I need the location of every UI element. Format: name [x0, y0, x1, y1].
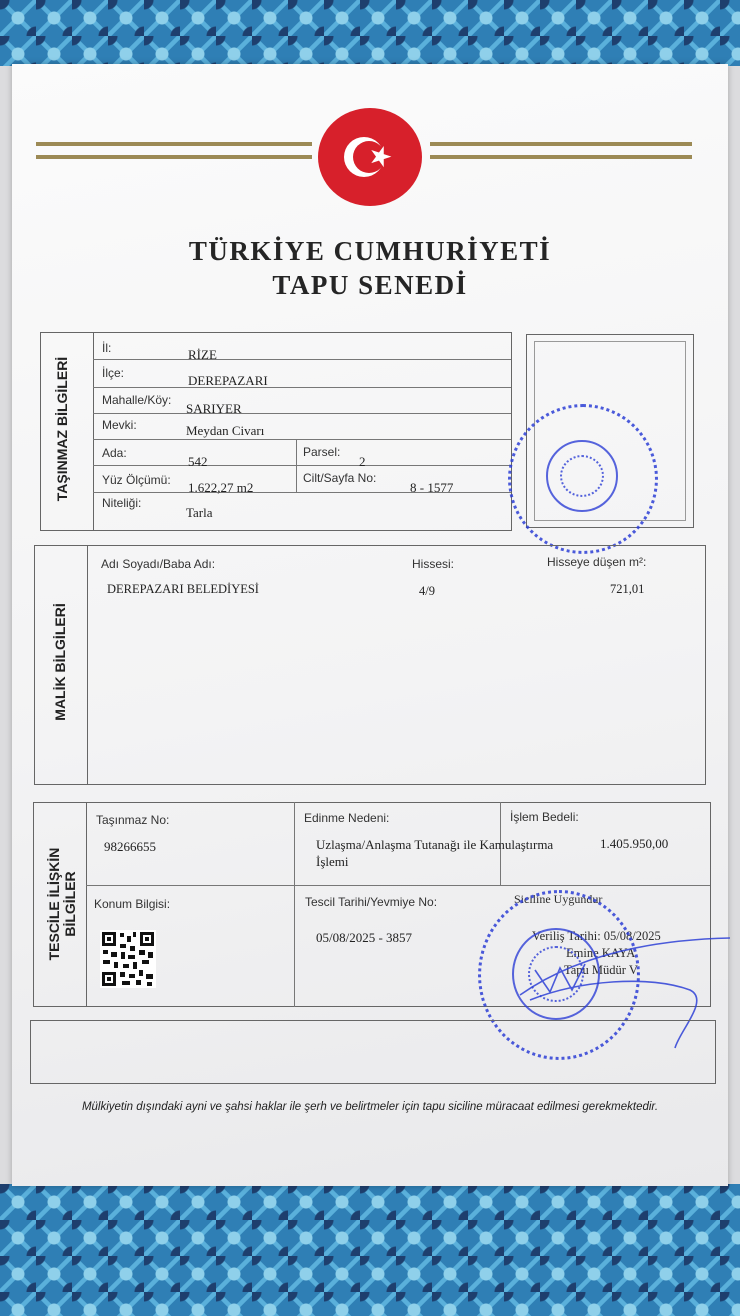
- officer-title: Tapu Müdür V.: [564, 963, 640, 977]
- verilis-date: Veriliş Tarihi: 05/08/2025: [532, 929, 661, 943]
- edinme-label: Edinme Nedeni:: [304, 811, 390, 825]
- row-divider: [93, 413, 511, 414]
- gold-line-left-top: [36, 142, 312, 146]
- niteligi-value: Tarla: [186, 505, 213, 520]
- bedel-label: İşlem Bedeli:: [510, 810, 579, 824]
- registry-col-divider-1: [294, 802, 295, 1007]
- yuzolcumu-label: Yüz Ölçümü:: [102, 473, 171, 487]
- row-divider: [93, 439, 511, 440]
- row-divider: [93, 387, 511, 388]
- qr-code-icon: [100, 930, 156, 988]
- official-stamp-1-core: [560, 455, 604, 497]
- owner-name-value: DEREPAZARI BELEDİYESİ: [107, 582, 259, 596]
- title-line-1: TÜRKİYE CUMHURİYETİ: [188, 236, 552, 266]
- title-line-2: TAPU SENEDİ: [272, 270, 468, 300]
- tescil-label: Tescil Tarihi/Yevmiye No:: [305, 895, 438, 909]
- registry-row-divider: [86, 885, 710, 886]
- sicil-label: Siciline Uygundur: [514, 892, 603, 906]
- owner-info-box: [34, 545, 706, 785]
- il-value: RİZE: [188, 347, 217, 362]
- cilt-sayfa-value: 8 - 1577: [410, 480, 454, 495]
- yuzolcumu-value: 1.622,27 m2: [188, 480, 254, 495]
- owner-area-header: Hisseye düşen m²:: [547, 555, 647, 569]
- owner-side-label: MALİK BİLGİLERİ: [52, 603, 68, 721]
- tasinmaz-no-label: Taşınmaz No:: [96, 813, 170, 827]
- turkish-flag-emblem: [318, 108, 422, 206]
- ilce-label: İlçe:: [102, 366, 125, 380]
- crescent-star-icon: [318, 108, 422, 206]
- gold-line-right-bottom: [430, 155, 692, 159]
- parsel-label: Parsel:: [303, 445, 341, 459]
- parsel-value: 2: [359, 454, 366, 469]
- mahalle-label: Mahalle/Köy:: [102, 393, 172, 407]
- officer-name: Emine KAYA: [566, 946, 636, 960]
- konum-label: Konum Bilgisi:: [94, 897, 171, 911]
- notes-box: [30, 1020, 716, 1084]
- registry-side-label-2: BİLGİLER: [62, 871, 78, 937]
- ada-label: Ada:: [102, 446, 127, 460]
- tescil-value: 05/08/2025 - 3857: [316, 930, 413, 945]
- property-side-label: TAŞINMAZ BİLGİLERİ: [54, 356, 70, 502]
- registry-side-label-1: TESCİLE İLİŞKİN: [46, 847, 62, 961]
- top-ornamental-border: [0, 0, 740, 66]
- tasinmaz-no-value: 98266655: [104, 839, 156, 854]
- owner-share-header: Hissesi:: [412, 557, 455, 571]
- footer-note: Mülkiyetin dışındaki ayni ve şahsi haklar ile şerh ve belirtmeler için tapu siciline müracaat edilmesi gerekmektedir.: [81, 1101, 659, 1113]
- gold-line-right-top: [430, 142, 692, 146]
- owner-name-header: Adı Soyadı/Baba Adı:: [101, 557, 216, 571]
- bedel-value: 1.405.950,00: [600, 836, 669, 851]
- mevki-label: Mevki:: [102, 418, 137, 432]
- gold-line-left-bottom: [36, 155, 312, 159]
- ada-value: 542: [188, 454, 208, 469]
- ilce-value: DEREPAZARI: [188, 373, 268, 388]
- row-divider: [93, 359, 511, 360]
- niteligi-label: Niteliği:: [102, 496, 142, 510]
- il-label: İl:: [102, 341, 112, 355]
- row-divider: [93, 465, 511, 466]
- bottom-ornamental-border: [0, 1184, 740, 1316]
- column-divider: [296, 439, 297, 492]
- edinme-value: Uzlaşma/Anlaşma Tutanağı ile Kamulaştırma İşlemi: [316, 837, 554, 869]
- mahalle-value: SARIYER: [186, 401, 242, 416]
- owner-share-value: 4/9: [419, 584, 435, 598]
- mevki-value: Meydan Civarı: [186, 423, 265, 438]
- owner-area-value: 721,01: [610, 582, 645, 596]
- cilt-sayfa-label: Cilt/Sayfa No:: [303, 471, 377, 485]
